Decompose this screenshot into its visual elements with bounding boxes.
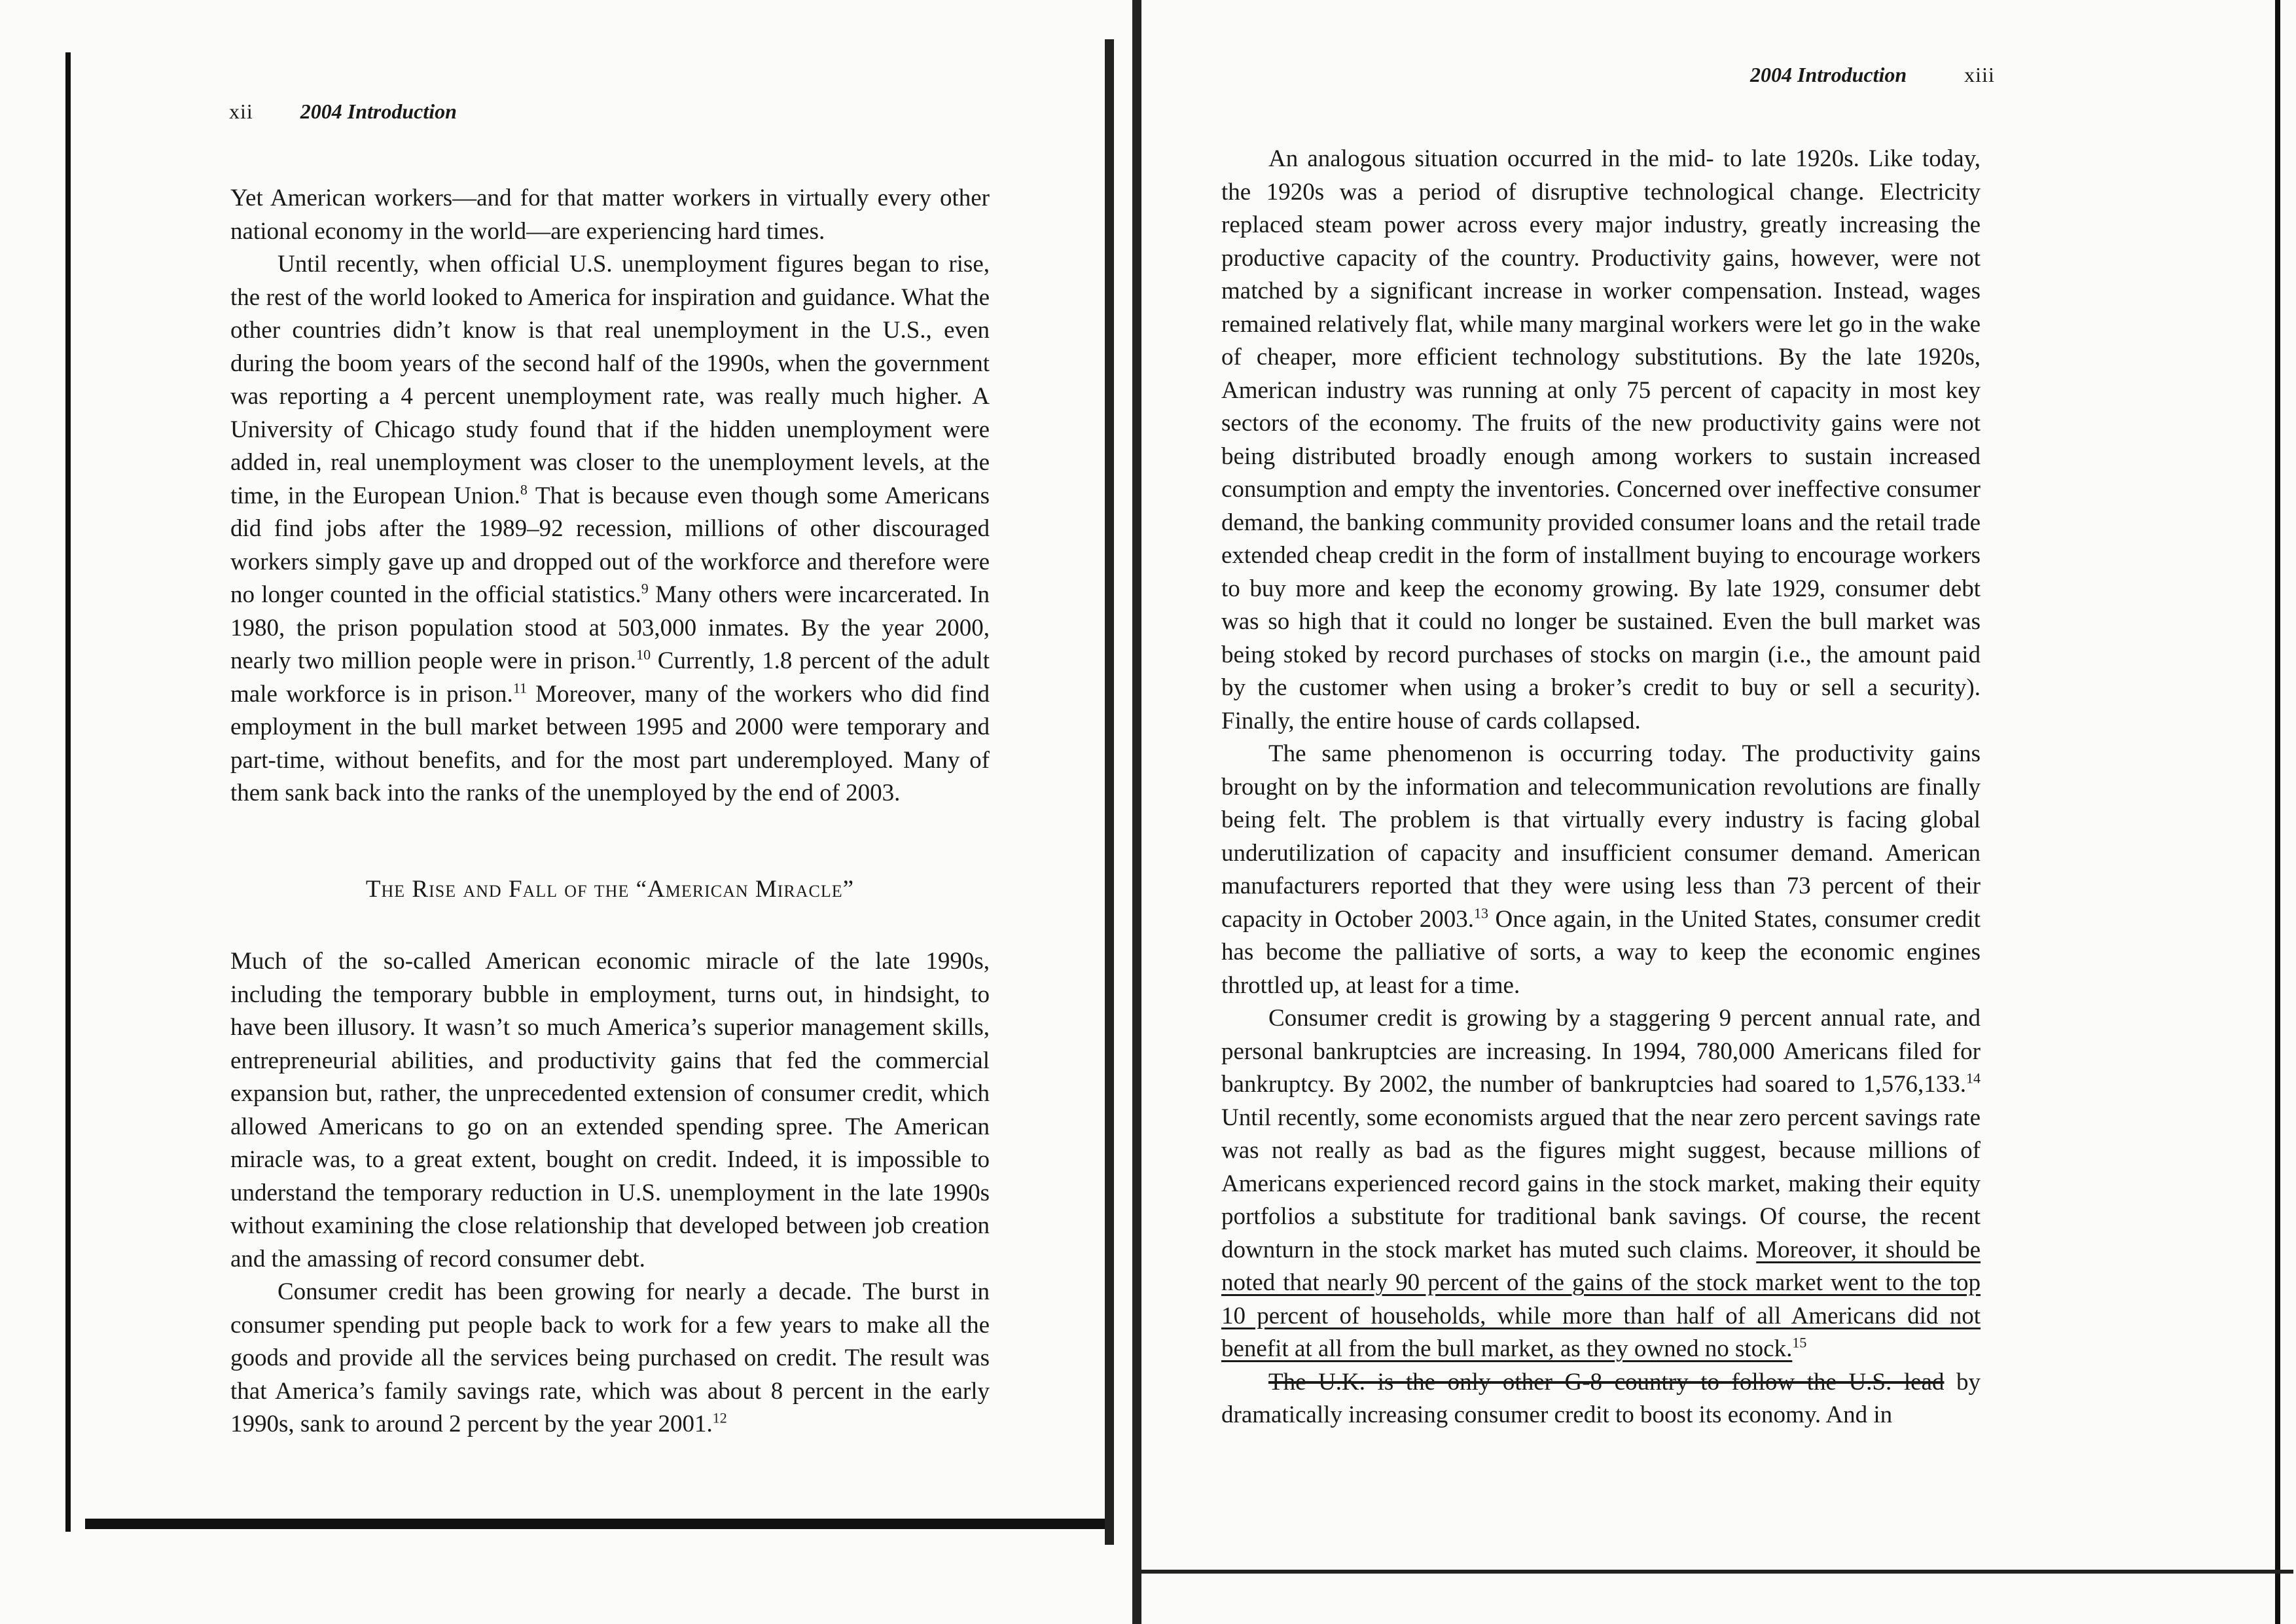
paragraph: The same phenomenon is occurring today. The productivity gains brought on by the information and telecommunication revolutions are finally being felt. The problem is that virtually every industry is facing global underutilization of capacity and insufficient consumer demand. American manufacturers reported that they were using less than 73 percent of their capacity in October 2003.13 Once again, in the United States, consumer credit has become the palliative of sorts, a way to keep the economic engines throttled up, at least for a time. — [1221, 740, 1981, 999]
running-head: 2004 Introduction — [1750, 63, 1907, 86]
paragraph: Much of the so-called American economic miracle of the late 1990s, including the temporary bubble in employment, turns out, in hindsight, to have been illusory. It wasn’t so much America’s superior management skills, entrepreneurial abilities, and productivity gains that fed the commercial expansion but, rather, the unprecedented extension of consumer credit, which allowed Americans to go on an extended spending spree. The American miracle was, to a great extent, bought on credit. Indeed, it is impossible to understand the temporary reduction in U.S. unemployment in the late 1990s without examining the close relationship that developed between job creation and the amassing of record consumer debt. — [230, 948, 990, 1272]
paragraph: Yet American workers—and for that matter workers in virtually every other national economy in the world—are experiencing hard times. — [230, 185, 990, 245]
scan-edge — [1141, 1570, 2293, 1574]
footnote-marker: 11 — [512, 679, 527, 696]
footnote-marker: 15 — [1792, 1334, 1807, 1351]
scan-edge — [2275, 0, 2280, 1624]
page-number: xiii — [1964, 63, 1995, 86]
handwritten-strikethrough-passage: The U.K. is the only other G-8 country to follow the U.S. lead — [1268, 1368, 1945, 1396]
paragraph: The U.K. is the only other G-8 country to follow the U.S. lead by dramatically increasing consumer credit to boost its economy. And in — [1221, 1368, 1981, 1428]
footnote-marker: 8 — [520, 481, 528, 498]
book-gutter — [1132, 0, 1141, 1624]
page-header — [1750, 63, 1995, 87]
handwritten-underline-passage: Moreover, it should be noted that nearly 90 percent of the gains of the stock market went to the top 10 percent of households, while more than half of all Americans did not benefit at all from the bull market, as they owned no stock. — [1221, 1236, 1981, 1362]
page-header — [229, 99, 457, 124]
left-body-text — [230, 182, 990, 1441]
footnote-marker: 13 — [1474, 905, 1489, 922]
page-number: xii — [229, 99, 253, 123]
paragraph: Consumer credit is growing by a staggering 9 percent annual rate, and personal bankruptcies are increasing. In 1994, 780,000 Americans filed for bankruptcy. By 2002, the number of bankruptcies had soared to 1,576,133.14 Until recently, some economists argued that the near zero percent savings rate was not really as bad as the figures might suggest, because millions of Americans experienced record gains in the stock market, making their equity portfolios a substitute for traditional bank savings. Of course, the recent downturn in the stock market has muted such claims. Moreover, it should be noted that nearly 90 percent of the gains of the stock market went to the top 10 percent of households, while more than half of all Americans did not benefit at all from the bull market, as they owned no stock.$^{15}$ — [1221, 1005, 1981, 1362]
book-gutter — [1105, 39, 1114, 1545]
footnote-marker: 10 — [636, 646, 651, 663]
right-body-text — [1221, 143, 1981, 1432]
scan-edge — [65, 52, 71, 1532]
right-page — [1126, 0, 2296, 1624]
left-page — [0, 0, 1126, 1624]
paragraph: Consumer credit has been growing for nearly a decade. The burst in consumer spending put people back to work for a few years to make all the goods and provide all the services being purchased on credit. The result was that America’s family savings rate, which was about 8 percent in the early 1990s, sank to around 2 percent by the year 2001.12 — [230, 1278, 990, 1437]
footnote-marker: 9 — [641, 580, 649, 597]
paragraph: Until recently, when official U.S. unemployment figures began to rise, the rest of the world looked to America for inspiration and guidance. What the other countries didn’t know is that real unemployment in the U.S., even during the boom years of the second half of the 1990s, when the government was reporting a 4 percent unemployment rate, was really much higher. A University of Chicago study found that if the hidden unemployment were added in, real unemployment was closer to the unemployment levels, at the time, in the European Union.$^8$ That is because even though some Americans did find jobs after the 1989–92 recession, millions of other discouraged workers simply gave up and dropped out of the workforce and therefore were no longer counted in the official statistics.$^9$ Many others were incarcerated. In 1980, the prison population stood at 503,000 inmates. By the year 2000, nearly two million people were in prison.$^{10}$ Currently, 1.8 percent of the adult male workforce is in prison.$^{11}$ Moreover, many of the workers who did find employment in the bull market between 1995 and 2000 were temporary and part-time, without benefits, and for the most part underemployed. Many of them sank back into the ranks of the unemployed by the end of 2003. — [230, 251, 990, 806]
footnote-marker: 14 — [1966, 1070, 1981, 1087]
section-heading: The Rise and Fall of the “American Miracle” — [365, 875, 855, 903]
paragraph: An analogous situation occurred in the mid- to late 1920s. Like today, the 1920s was a period of disruptive technological change. Electricity replaced steam power across every major industry, greatly increasing the productive capacity of the country. Productivity gains, however, were not matched by a significant increase in worker compensation. Instead, wages remained relatively flat, while many marginal workers were let go in the wake of cheaper, more efficient technology substitutions. By the late 1920s, American industry was running at only 75 percent of capacity in most key sectors of the economy. The fruits of the new productivity gains were not being distributed broadly enough among workers to sustain increased consumption and empty the inventories. Concerned over ineffective consumer demand, the banking community provided consumer loans and the retail trade extended cheap credit in the form of installment buying to encourage workers to buy more and keep the economy growing. By late 1929, consumer debt was so high that it could no longer be sustained. Even the bull market was being stoked by record purchases of stocks on margin (i.e., the amount paid by the customer when using a broker’s credit to buy or sell a security). Finally, the entire house of cards collapsed. — [1221, 145, 1981, 734]
running-head: 2004 Introduction — [300, 99, 457, 123]
scan-edge — [85, 1519, 1106, 1529]
footnote-marker: 12 — [712, 1409, 727, 1426]
